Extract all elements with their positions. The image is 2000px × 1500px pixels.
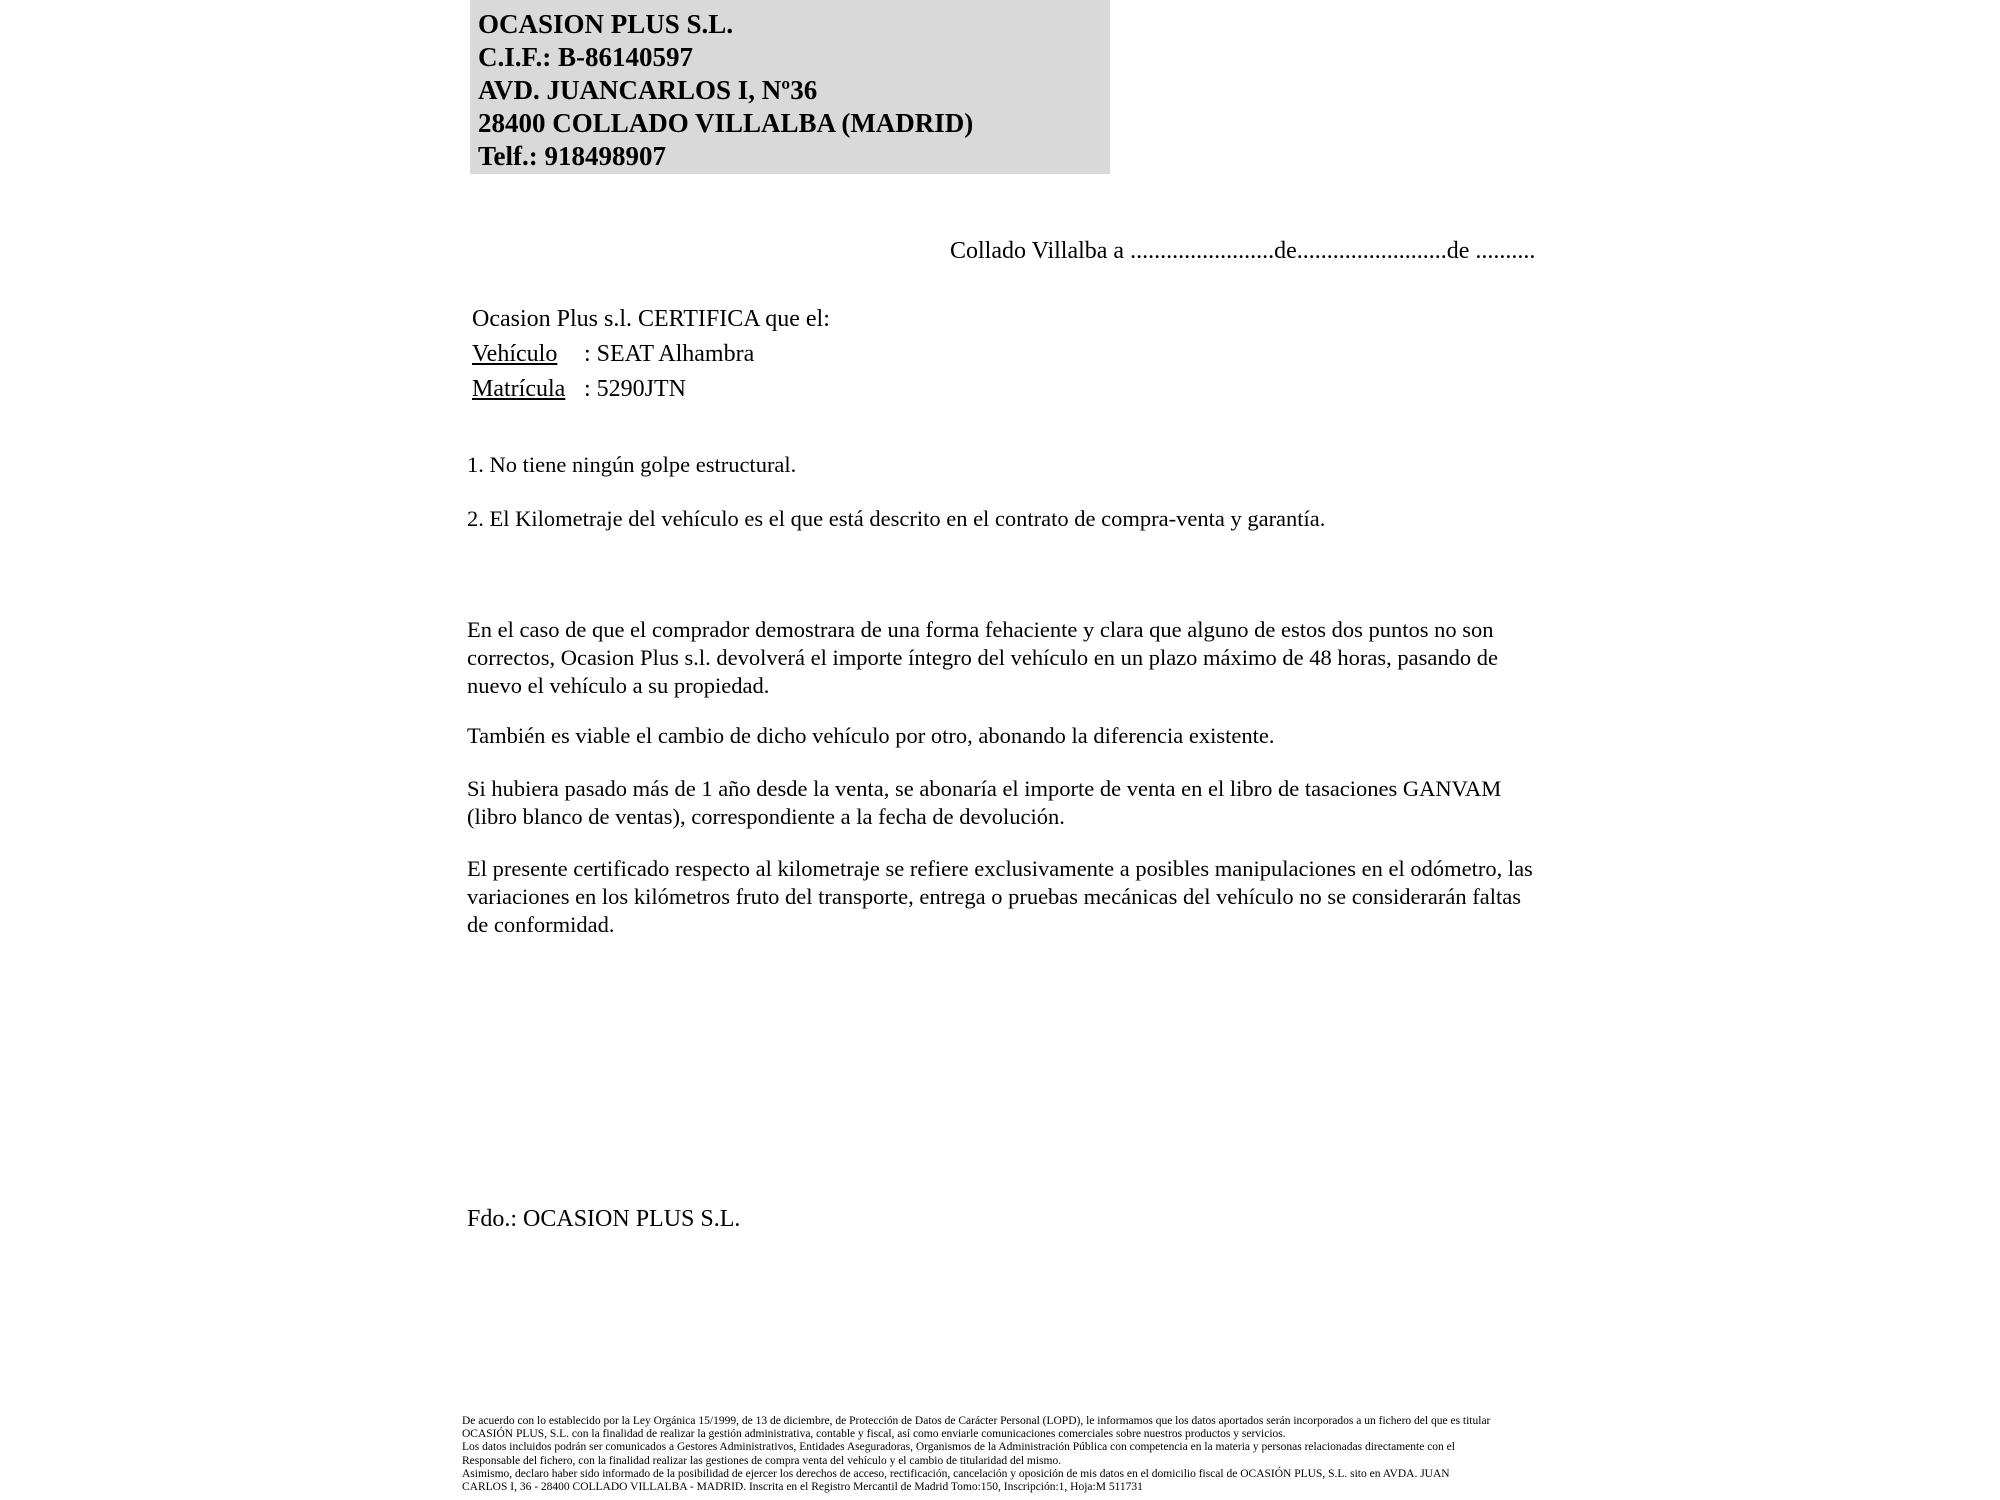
vehicle-field xyxy=(472,337,830,372)
paragraph-odometer-disclaimer: El presente certificado respecto al kilometraje se refiere exclusivamente a posibles manipulaciones en el odómetro, las variaciones en los kilómetros fruto del transporte, entrega o pruebas mecánicas del vehículo no se considerarán faltas de conformidad. xyxy=(467,856,1533,937)
certification-block xyxy=(472,302,830,407)
paragraph-refund-terms: En el caso de que el comprador demostrara de una forma fehaciente y clara que alguno de estos dos puntos no son correctos, Ocasion Plus s.l. devolverá el importe íntegro del vehículo en un plazo máximo de 48 horas, pasando de nuevo el vehículo a su propiedad. xyxy=(467,617,1498,698)
company-city: 28400 COLLADO VILLALBA (MADRID) xyxy=(478,108,974,138)
date-placeholder-line: Collado Villalba a ........................de.........................de .......... xyxy=(950,238,1536,264)
footer-line: De acuerdo con lo establecido por la Ley Orgánica 15/1999, de 13 de diciembre, de Protección de Datos de Carácter Personal (LOPD), le informamos que los datos aportados serán incorporados a un fichero del que es titular xyxy=(462,1415,1491,1427)
paragraph-exchange-option: También es viable el cambio de dicho vehículo por otro, abonando la diferencia existente. xyxy=(467,723,1275,748)
plate-label: Matrícula xyxy=(472,376,566,402)
plate-value: : 5290JTN xyxy=(584,376,686,402)
legal-footer xyxy=(462,1415,1582,1494)
company-header-box xyxy=(470,0,1110,174)
footer-line: Asimismo, declaro haber sido informado de la posibilidad de ejercer los derechos de acceso, rectificación, cancelación y oposición de mis datos en el domicilio fiscal de OCASIÓN PLUS, S.L. sito en AVDA. JUAN xyxy=(462,1467,1450,1480)
signature-line: Fdo.: OCASION PLUS S.L. xyxy=(467,1206,741,1232)
vehicle-label: Vehículo xyxy=(472,341,558,367)
certify-intro: Ocasion Plus s.l. CERTIFICA que el: xyxy=(472,306,830,332)
company-cif: C.I.F.: B-86140597 xyxy=(478,42,694,72)
footer-line: Responsable del fichero, con la finalidad realizar las gestiones de compra venta del vehículo y el cambio de titularidad del mismo. xyxy=(462,1454,1062,1467)
certified-point-1: 1. No tiene ningún golpe estructural. xyxy=(467,452,797,477)
plate-field xyxy=(472,372,830,407)
company-phone: Telf.: 918498907 xyxy=(478,141,666,171)
paragraph-ganvam-valuation: Si hubiera pasado más de 1 año desde la venta, se abonaría el importe de venta en el libro de tasaciones GANVAM (libro blanco de ventas), correspondiente a la fecha de devolución. xyxy=(467,776,1502,829)
vehicle-value: : SEAT Alhambra xyxy=(584,341,755,367)
company-address: AVD. JUANCARLOS I, Nº36 xyxy=(478,75,818,105)
footer-line: Los datos incluidos podrán ser comunicados a Gestores Administrativos, Entidades Aseguradoras, Organismos de la Administración Pública con competencia en la materia y personas relacionadas directamente con el xyxy=(462,1441,1455,1454)
footer-line: CARLOS I, 36 - 28400 COLLADO VILLALBA - MADRID. Inscrita en el Registro Mercantil de Madrid Tomo:150, Inscripción:1, Hoja:M 511731 xyxy=(462,1481,1143,1494)
company-name: OCASION PLUS S.L. xyxy=(478,9,734,39)
footer-line: OCASIÓN PLUS, S.L. con la finalidad de realizar la gestión administrativa, contable y fiscal, así como enviarle comunicaciones comerciales sobre nuestros productos y servicios. xyxy=(462,1428,1286,1441)
certified-point-2: 2. El Kilometraje del vehículo es el que está descrito en el contrato de compra-venta y garantía. xyxy=(467,506,1326,531)
